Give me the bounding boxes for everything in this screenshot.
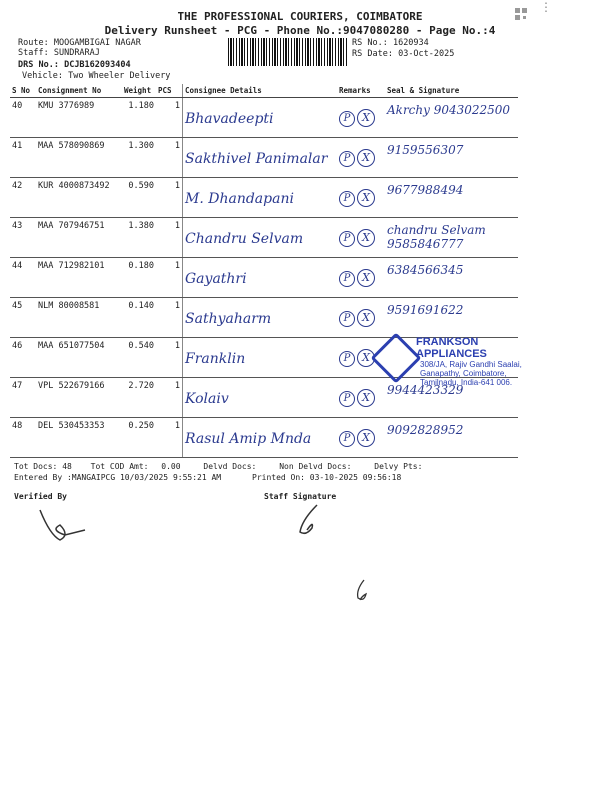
row-signature — [385, 298, 518, 338]
handwritten-phone: 6384566345 — [387, 263, 464, 277]
row-weight: 1.380 — [122, 218, 156, 258]
table-row — [10, 218, 518, 258]
row-remarks — [337, 218, 385, 258]
row-pcs: 1 — [156, 218, 183, 258]
tot-cod-value: 0.00 — [161, 462, 181, 471]
barcode — [228, 38, 348, 66]
row-consignee — [183, 418, 338, 458]
runsheet-table — [10, 84, 518, 458]
handwritten-phone: 9944423329 — [387, 383, 464, 397]
row-remarks — [337, 298, 385, 338]
row-weight: 0.250 — [122, 418, 156, 458]
row-signature — [385, 258, 518, 298]
stamp-line3: Tamilnadu, India-641 006. — [420, 378, 513, 387]
row-remarks — [337, 418, 385, 458]
row-weight: 1.300 — [122, 138, 156, 178]
table-body — [10, 98, 518, 458]
table-header — [10, 84, 518, 98]
staff-value: SUNDRARAJ — [53, 48, 100, 58]
runsheet-subtitle: Delivery Runsheet - PCG - Phone No.:9047080280 - Page No.:4 — [104, 24, 496, 37]
table-row — [10, 98, 518, 138]
verified-by-label: Verified By — [14, 492, 67, 501]
row-sno: 45 — [10, 298, 36, 338]
consignee-handwritten-name: Sakthivel Panimalar — [185, 151, 328, 167]
row-consignment: NLM 80008581 — [36, 298, 122, 338]
table-row — [10, 418, 518, 458]
handwritten-phone: chandru Selvam 9585846777 — [387, 223, 486, 251]
remark-p-mark: P — [339, 391, 355, 407]
row-sno: 47 — [10, 378, 36, 418]
remark-p-mark: P — [339, 271, 355, 287]
row-signature — [385, 418, 518, 458]
entered-by: Entered By :MANGAIPCG 10/03/2025 9:55:21 AM — [14, 473, 222, 482]
route-value: MOOGAMBIGAI NAGAR — [53, 38, 141, 48]
row-pcs: 1 — [156, 378, 183, 418]
row-consignee — [183, 218, 338, 258]
remark-p-mark: P — [339, 351, 355, 367]
vehicle-value: Two Wheeler Delivery — [68, 71, 171, 81]
remark-p-mark: P — [339, 311, 355, 327]
row-pcs: 1 — [156, 258, 183, 298]
row-remarks — [337, 98, 385, 138]
row-consignee — [183, 178, 338, 218]
vehicle-label: Vehicle: — [22, 71, 63, 81]
consignee-handwritten-name: Sathyaharm — [185, 311, 272, 327]
stray-signature-mark — [350, 578, 374, 606]
row-pcs: 1 — [156, 338, 183, 378]
row-sno: 48 — [10, 418, 36, 458]
row-consignment: VPL 522679166 — [36, 378, 122, 418]
consignee-handwritten-name: Rasul Amip Mnda — [185, 431, 312, 447]
remark-x-mark: X — [357, 389, 375, 407]
remark-x-mark: X — [357, 269, 375, 287]
printed-on: Printed On: 03-10-2025 09:56:18 — [252, 473, 402, 482]
tot-docs-value: 48 — [62, 462, 72, 471]
drs-label: DRS No.: — [18, 60, 59, 70]
row-weight: 0.180 — [122, 258, 156, 298]
staff-label: Staff: — [18, 48, 49, 58]
staff-line — [18, 48, 100, 58]
row-pcs: 1 — [156, 298, 183, 338]
rs-date-label: RS Date: — [352, 49, 393, 59]
row-weight: 0.590 — [122, 178, 156, 218]
row-consignee — [183, 98, 338, 138]
rs-no-line — [352, 38, 429, 48]
row-consignment: KUR 4000873492 — [36, 178, 122, 218]
row-signature — [385, 98, 518, 138]
rs-no-value: 1620934 — [392, 38, 429, 48]
row-sno: 42 — [10, 178, 36, 218]
staff-signature-label: Staff Signature — [264, 492, 337, 501]
consignee-handwritten-name: Franklin — [185, 351, 246, 367]
non-delvd-docs-label: Non Delvd Docs: — [279, 462, 352, 471]
table-row — [10, 138, 518, 178]
stamp-logo-icon — [371, 333, 422, 384]
handwritten-phone: 9159556307 — [387, 143, 464, 157]
company-title: THE PROFESSIONAL COURIERS, COIMBATORE — [177, 10, 423, 23]
remark-x-mark: X — [357, 149, 375, 167]
table-row — [10, 298, 518, 338]
stamp-name: FRANKSON APPLIANCES — [416, 336, 487, 360]
route-line — [18, 38, 141, 48]
handwritten-phone: 9677988494 — [387, 183, 464, 197]
row-remarks — [337, 138, 385, 178]
drs-value: DCJB162093404 — [64, 60, 131, 70]
vehicle-line — [22, 71, 170, 81]
delvy-pts-label: Delvy Pts: — [374, 462, 423, 471]
consignee-handwritten-name: Chandru Selvam — [185, 231, 304, 247]
row-consignment: MAA 578090869 — [36, 138, 122, 178]
row-consignment: MAA 707946751 — [36, 218, 122, 258]
row-consignee — [183, 138, 338, 178]
col-seal-signature: Seal & Signature — [385, 84, 518, 98]
remark-p-mark: P — [339, 151, 355, 167]
remark-p-mark: P — [339, 191, 355, 207]
col-consignee: Consignee Details — [183, 84, 338, 98]
row-remarks — [337, 258, 385, 298]
stamp-line1: 308/JA, Rajiv Gandhi Saalai, — [420, 360, 522, 369]
row-consignment: KMU 3776989 — [36, 98, 122, 138]
consignee-handwritten-name: Bhavadeepti — [185, 111, 274, 127]
row-remarks — [337, 178, 385, 218]
consignee-handwritten-name: Kolaiv — [185, 391, 229, 407]
remark-x-mark: X — [357, 429, 375, 447]
row-weight: 1.180 — [122, 98, 156, 138]
row-pcs: 1 — [156, 138, 183, 178]
drs-line — [18, 60, 131, 70]
row-consignee — [183, 378, 338, 418]
rs-date-line — [352, 49, 454, 59]
row-sno: 41 — [10, 138, 36, 178]
row-weight: 2.720 — [122, 378, 156, 418]
consignee-handwritten-name: M. Dhandapani — [185, 191, 294, 207]
remark-x-mark: X — [357, 229, 375, 247]
table-row — [10, 178, 518, 218]
handwritten-phone: Akrchy 9043022500 — [387, 103, 511, 117]
row-consignment: MAA 712982101 — [36, 258, 122, 298]
col-weight: Weight — [122, 84, 156, 98]
col-pcs: PCS — [156, 84, 183, 98]
remark-x-mark: X — [357, 189, 375, 207]
remark-p-mark: P — [339, 231, 355, 247]
row-sno: 44 — [10, 258, 36, 298]
row-signature — [385, 178, 518, 218]
handwritten-phone: 9092828952 — [387, 423, 464, 437]
stamp-line2: Ganapathy, Coimbatore, — [420, 369, 507, 378]
row-weight: 0.140 — [122, 298, 156, 338]
totals-line — [14, 462, 554, 471]
remark-p-mark: P — [339, 431, 355, 447]
remark-x-mark: X — [357, 309, 375, 327]
row-consignee — [183, 298, 338, 338]
rs-date-value: 03-Oct-2025 — [398, 49, 455, 59]
row-consignment: DEL 530453353 — [36, 418, 122, 458]
row-signature — [385, 218, 518, 258]
row-pcs: 1 — [156, 178, 183, 218]
row-signature — [385, 138, 518, 178]
rs-no-label: RS No.: — [352, 38, 388, 48]
row-sno: 43 — [10, 218, 36, 258]
consignee-handwritten-name: Gayathri — [185, 271, 247, 287]
row-sno: 40 — [10, 98, 36, 138]
route-label: Route: — [18, 38, 49, 48]
staff-signature-mark — [292, 500, 332, 540]
remark-x-mark: X — [357, 349, 375, 367]
menu-dots-icon: ⋮ — [540, 0, 552, 14]
row-pcs: 1 — [156, 418, 183, 458]
delvd-docs-label: Delvd Docs: — [203, 462, 257, 471]
col-sno: S No — [10, 84, 36, 98]
col-remarks: Remarks — [337, 84, 385, 98]
row-pcs: 1 — [156, 98, 183, 138]
remark-p-mark: P — [339, 111, 355, 127]
col-consignment: Consignment No — [36, 84, 122, 98]
tot-cod-label: Tot COD Amt: — [90, 462, 149, 471]
row-consignee — [183, 258, 338, 298]
handwritten-phone: 9591691622 — [387, 303, 464, 317]
tot-docs-label: Tot Docs: — [14, 462, 58, 471]
company-stamp — [378, 336, 548, 387]
verified-signature — [30, 505, 90, 545]
row-consignment: MAA 651077504 — [36, 338, 122, 378]
table-row — [10, 258, 518, 298]
remark-x-mark: X — [357, 109, 375, 127]
row-weight: 0.540 — [122, 338, 156, 378]
row-consignee — [183, 338, 338, 378]
row-sno: 46 — [10, 338, 36, 378]
